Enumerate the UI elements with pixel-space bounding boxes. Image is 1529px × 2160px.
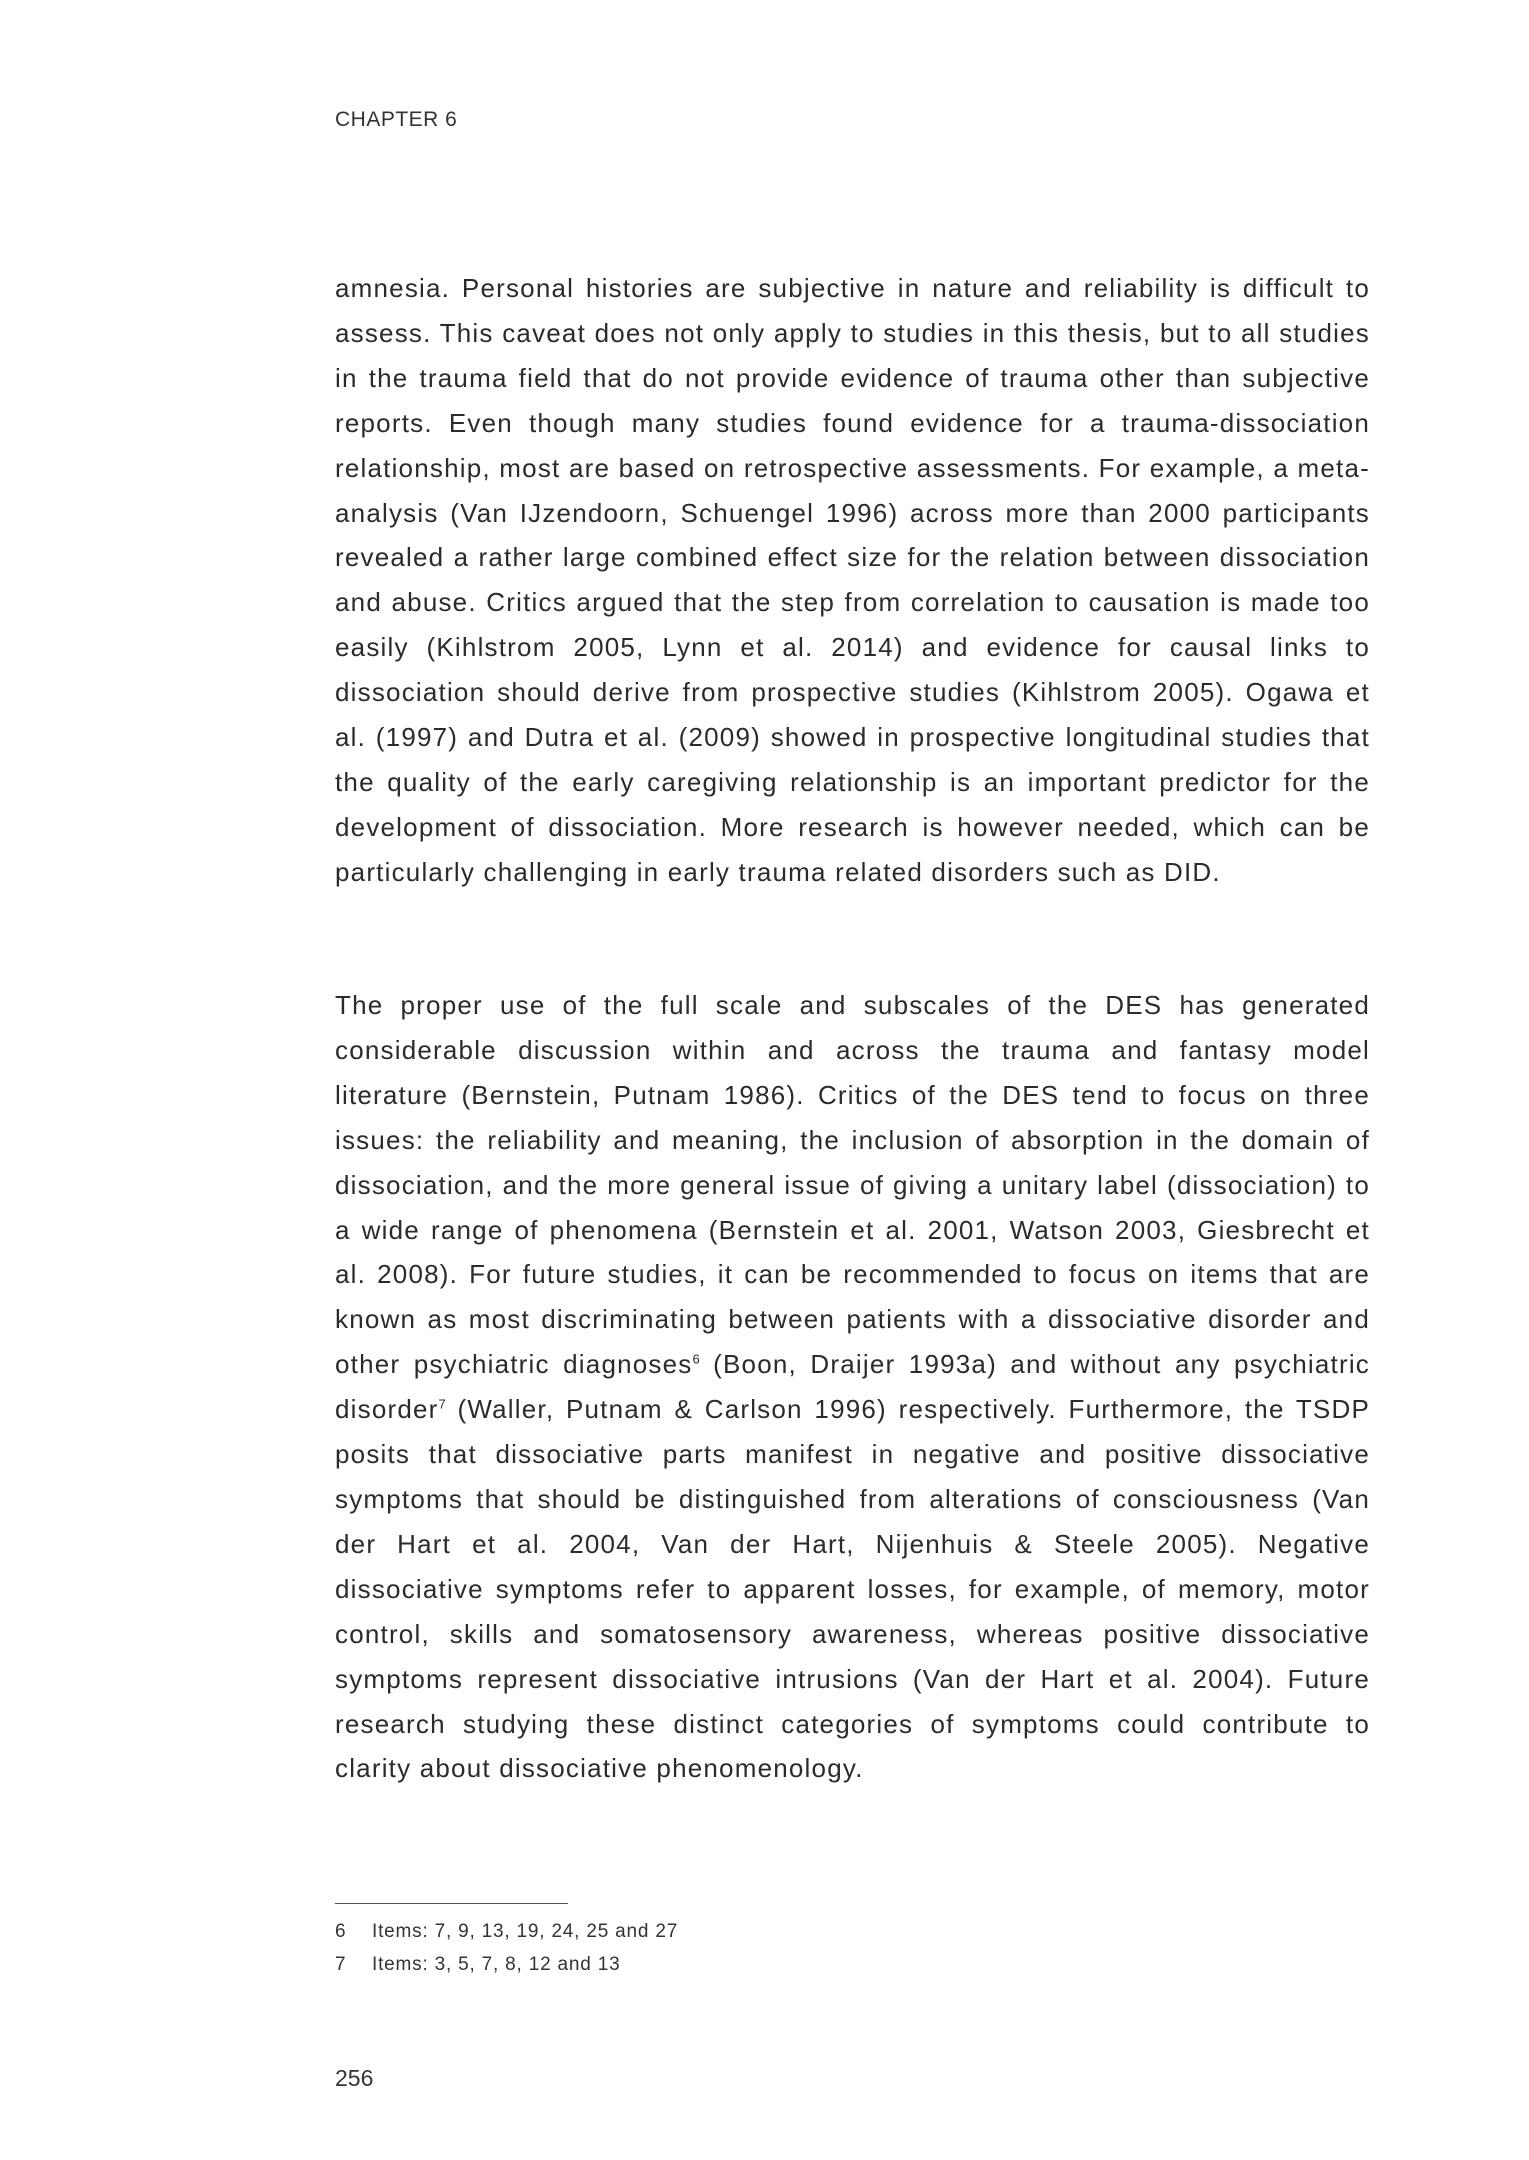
footnote-reference-7: 7 [438,1396,446,1412]
footnote-number: 6 [335,1921,347,1942]
paragraph-text-part-2: (Boon, Draijer 1993a) and without any psychiatric disorder [335,1349,1370,1425]
paragraph-text: amnesia. Personal histories are subjective in nature and reliability is difficult to assess. This caveat does not only apply to studies in this thesis, but to all studies in the trauma field that do not provide evidence of trauma other than subjective reports. Even though many studies found evidence for a trauma-dissociation relationship, most are based on retrospective assessments. For example, a meta-analysis (Van IJzendoorn, Schuengel 1996) across more than 2000 participants revealed a rather large combined effect size for the relation between dissociation and abuse. Critics argued that the step from correlation to causation is made too easily (Kihlstrom 2005, Lynn et al. 2014) and evidence for causal links to dissociation should derive from prospective studies (Kihlstrom 2005). Ogawa et al. (1997) and Dutra et al. (2009) showed in prospective longitudinal studies that the quality of the early caregiving relationship is an important predictor for the development of dissociation. More research is however needed, which can be particularly challenging in early trauma related disorders such as DID. [335,273,1370,887]
page-number: 256 [335,2065,374,2091]
footnote-text: Items: 7, 9, 13, 19, 24, 25 and 27 [372,1921,679,1942]
body-paragraph-1 [335,266,1370,895]
body-paragraph-2 [335,983,1370,1791]
paragraph-text-part-3: (Waller, Putnam & Carlson 1996) respectively. Furthermore, the TSDP posits that dissociative parts manifest in negative and positive dissociative symptoms that should be distinguished from alterations of consciousness (Van der Hart et al. 2004, Van der Hart, Nijenhuis & Steele 2005). Negative dissociative symptoms refer to apparent losses, for example, of memory, motor control, skills and somatosensory awareness, whereas positive dissociative symptoms represent dissociative intrusions (Van der Hart et al. 2004). Future research studying these distinct categories of symptoms could contribute to clarity about dissociative phenomenology. [335,1394,1370,1784]
footnote-separator [335,1903,568,1904]
footnote-number: 7 [335,1954,347,1975]
footnote-6 [335,1915,678,1948]
footnote-7 [335,1948,678,1981]
footnotes [335,1915,678,1981]
footnote-reference-6: 6 [692,1351,700,1367]
paragraph-text-part-1: The proper use of the full scale and subscales of the DES has generated considerable discussion within and across the trauma and fantasy model literature (Bernstein, Putnam 1986). Critics of the DES tend to focus on three issues: the reliability and meaning, the inclusion of absorption in the domain of dissociation, and the more general issue of giving a unitary label (dissociation) to a wide range of phenomena (Bernstein et al. 2001, Watson 2003, Giesbrecht et al. 2008). For future studies, it can be recommended to focus on items that are known as most discriminating between patients with a dissociative disorder and other psychiatric diagnoses [335,990,1370,1380]
paragraph-text [335,983,1370,1791]
running-head: CHAPTER 6 [335,108,458,131]
footnote-text: Items: 3, 5, 7, 8, 12 and 13 [372,1954,621,1975]
